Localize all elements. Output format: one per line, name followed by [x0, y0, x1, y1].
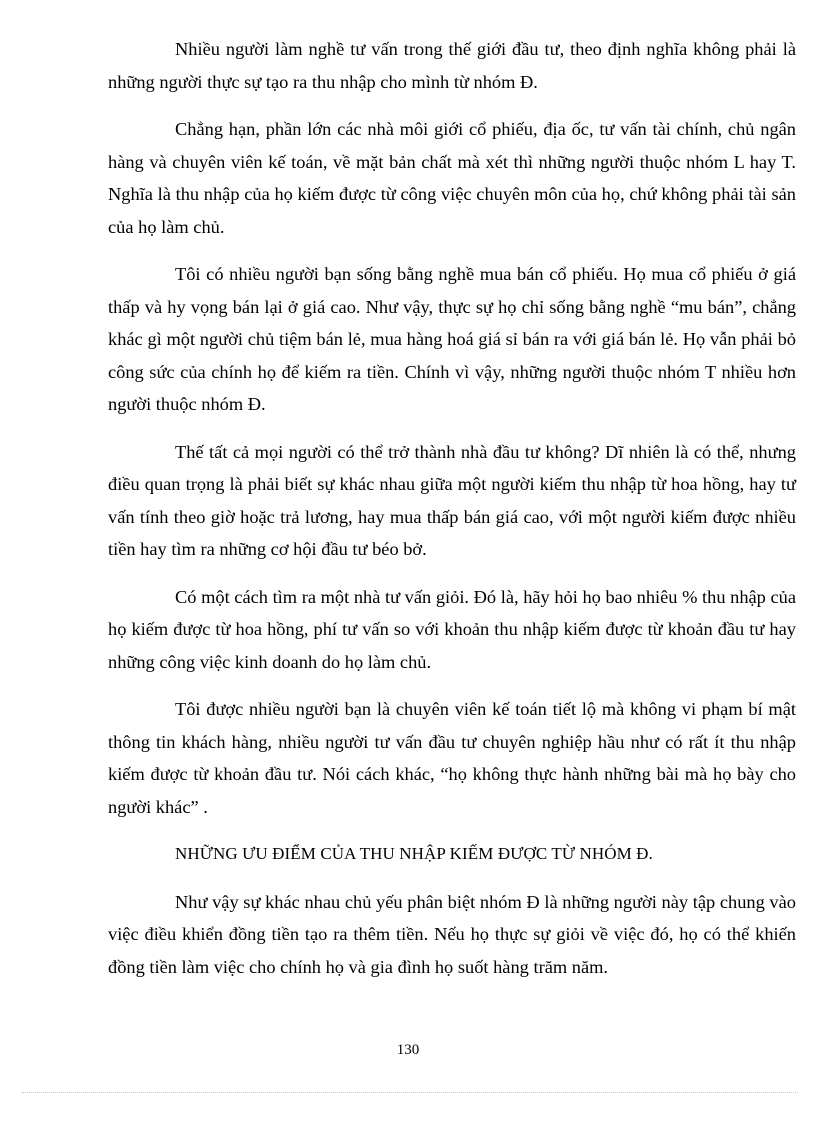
section-heading: NHỮNG ƯU ĐIỂM CỦA THU NHẬP KIẾM ĐƯỢC TỪ NHÓM Đ. — [175, 844, 653, 863]
paragraph-4: Thế tất cả mọi người có thể trở thành nhà đầu tư không? Dĩ nhiên là có thể, nhưng điều quan trọng là phải biết sự khác nhau giữa một người kiếm thu nhập từ hoa hồng, hay tư vấn tính theo giờ hoặc trả lương, hay mua thấp bán giá cao, với một người kiếm được nhiều tiền hay tìm ra những cơ hội đầu tư béo bở. — [108, 441, 796, 559]
paragraph-6: Tôi được nhiều người bạn là chuyên viên kế toán tiết lộ mà không vi phạm bí mật thông tin khách hàng, nhiều người tư vấn đầu tư chuyên nghiệp hầu như có rất ít thu nhập kiếm được từ khoản đầu tư. Nói cách khác, “họ không thực hành những bài mà họ bày cho người khác” . — [108, 699, 796, 817]
page-number: 130 — [396, 1042, 420, 1058]
paragraph-1: Nhiều người làm nghề tư vấn trong thế giới đầu tư, theo định nghĩa không phải là những người thực sự tạo ra thu nhập cho mình từ nhóm Đ. — [108, 39, 796, 92]
paragraph-5: Có một cách tìm ra một nhà tư vấn giỏi. Đó là, hãy hỏi họ bao nhiêu % thu nhập của họ kiếm được từ hoa hồng, phí tư vấn so với khoản thu nhập kiếm được từ khoản đầu tư hay những công việc kinh doanh do họ làm chủ. — [108, 586, 796, 672]
paragraph-3: Tôi có nhiều người bạn sống bằng nghề mua bán cổ phiếu. Họ mua cổ phiếu ở giá thấp và hy vọng bán lại ở giá cao. Như vậy, thực sự họ chỉ sống bằng nghề “mu bán”, chẳng khác gì một người chủ tiệm bán lẻ, mua hàng hoá giá sỉ bán ra với giá bán lẻ. Họ vẫn phải bỏ công sức của chính họ để kiếm ra tiền. Chính vì vậy, những người thuộc nhóm T nhiều hơn người thuộc nhóm Đ. — [108, 264, 796, 414]
page-body — [108, 33, 796, 998]
paragraph-2: Chẳng hạn, phần lớn các nhà môi giới cổ phiếu, địa ốc, tư vấn tài chính, chủ ngân hàng và chuyên viên kế toán, về mặt bản chất mà xét thì những người thuộc nhóm L hay T. Nghĩa là thu nhập của họ kiếm được từ công việc chuyên môn của họ, chứ không phải tài sản của họ làm chủ. — [108, 119, 796, 237]
paragraph-7: Như vậy sự khác nhau chủ yếu phân biệt nhóm Đ là những người này tập chung vào việc điều khiển đồng tiền tạo ra thêm tiền. Nếu họ thực sự giỏi về việc đó, họ có thể khiến đồng tiền làm việc cho chính họ và gia đình họ suốt hàng trăm năm. — [108, 891, 796, 977]
page-bottom-divider — [22, 1092, 798, 1093]
